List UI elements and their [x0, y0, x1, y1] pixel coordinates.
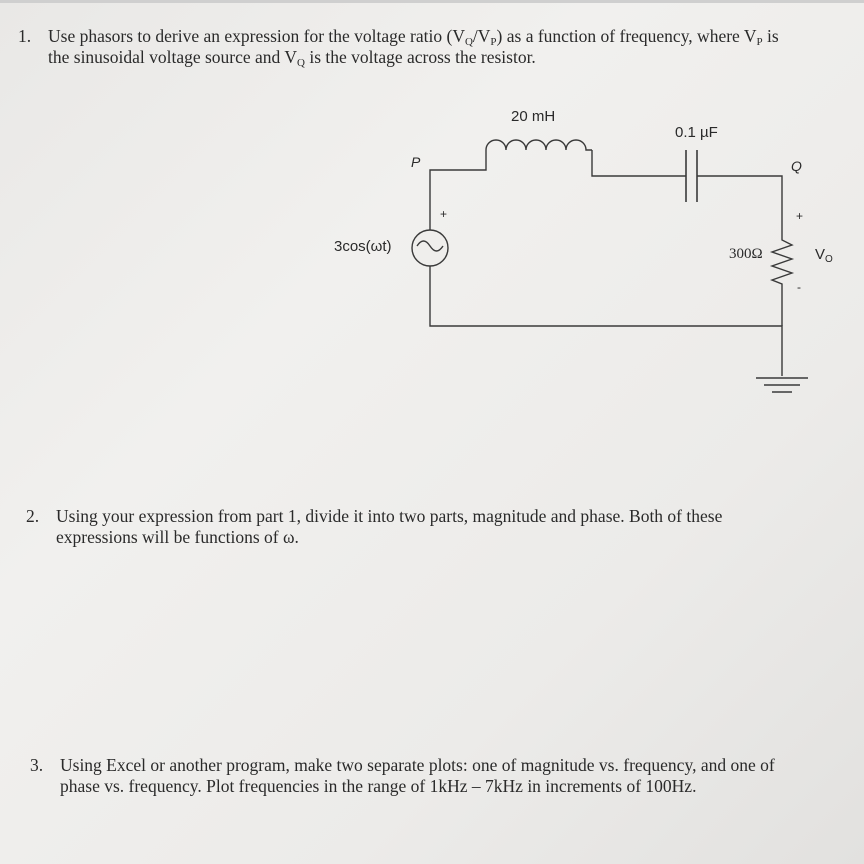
question-3-line-2: phase vs. frequency. Plot frequencies in the range of 1kHz – 7kHz in increments of 100Hz. [60, 776, 697, 796]
wire-inductor-cap [592, 150, 686, 176]
resistor-plus: + [796, 209, 804, 223]
capacitor-label: 0.1 µF [675, 124, 718, 141]
inductor [486, 140, 592, 150]
wire-left-top [430, 150, 486, 230]
question-1-line-2: the sinusoidal voltage source and $V_Q$ is the voltage across the resistor. [48, 47, 536, 69]
source-label: 3cos(ωt) [334, 238, 392, 255]
inductor-label: 20 mH [511, 108, 556, 125]
output-voltage-label: $V_O$ [815, 246, 833, 265]
question-2-number: 2. [26, 506, 40, 526]
resistor-minus: - [797, 280, 801, 294]
question-2-line-2: expressions will be functions of ω. [56, 527, 299, 547]
source-plus: + [440, 207, 448, 221]
question-1-line-1: Use phasors to derive an expression for the voltage ratio $(V_Q/V_P)$ as a function of frequency, where $V_P$ is [48, 26, 779, 48]
wire-bottom [430, 266, 782, 376]
wire-cap-q [697, 176, 782, 232]
node-q-label: Q [791, 158, 802, 174]
resistor-label: 300Ω [729, 246, 763, 262]
resistor [772, 232, 792, 326]
ac-source [412, 230, 448, 266]
question-3-number: 3. [30, 755, 44, 775]
question-1-number: 1. [18, 26, 32, 46]
node-p-label: P [411, 154, 421, 170]
question-3-line-1: Using Excel or another program, make two separate plots: one of magnitude vs. frequency, and one of [60, 755, 775, 775]
question-2-line-1: Using your expression from part 1, divide it into two parts, magnitude and phase. Both of these [56, 506, 723, 526]
